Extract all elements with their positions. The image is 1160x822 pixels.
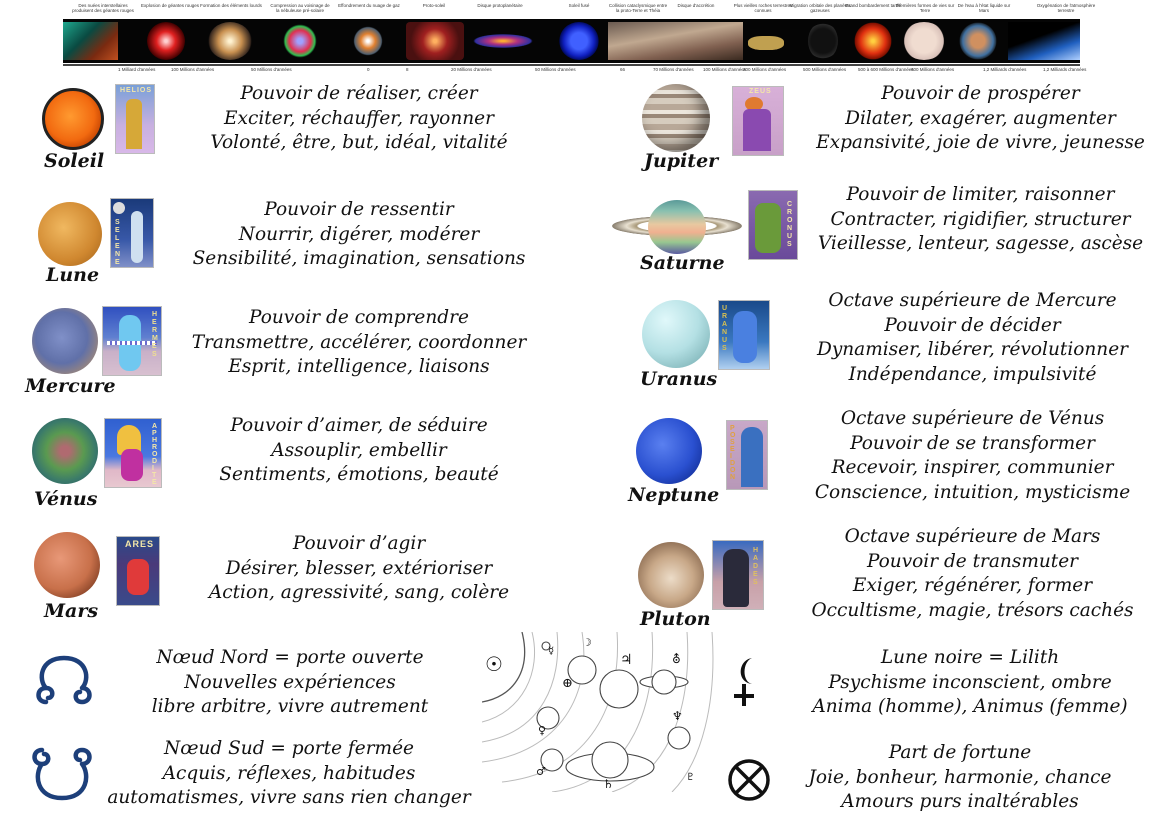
- pluto-image: [638, 542, 704, 608]
- mars-image: [34, 532, 100, 598]
- zeus-card: [732, 86, 784, 156]
- timeline-tick-label: 1,2 Milliards d'années: [983, 67, 1027, 72]
- red-giant-explosion-image: [147, 22, 185, 60]
- selene-card: [110, 198, 154, 268]
- sun-image: [42, 88, 104, 150]
- timeline-tick-label: 50 Millions d'années: [251, 67, 292, 72]
- timeline-event-label: Disque d'accrétion: [677, 3, 715, 8]
- planet-name: Jupiter: [644, 150, 719, 172]
- point-description: [800, 646, 1140, 720]
- desc-line: Volonté, être, but, idéal, vitalité: [210, 132, 508, 153]
- timeline-tick-label: 8: [406, 67, 409, 72]
- desc-line: Nœud Sud = porte fermée: [164, 738, 414, 759]
- desc-line: Pouvoir de décider: [884, 314, 1061, 336]
- timeline-tick-label: 70 Millions d'années: [653, 67, 694, 72]
- planet-name: Uranus: [640, 368, 718, 390]
- cosmic-timeline-strip: [63, 0, 1096, 80]
- timeline-tick-label: 66: [620, 67, 626, 72]
- desc-line: Contracter, rigidifier, structurer: [830, 208, 1131, 230]
- desc-line: Lune noire = Lilith: [880, 647, 1060, 668]
- hermes-card: [102, 306, 162, 376]
- timeline-event-label: Proto-soleil: [422, 3, 446, 8]
- desc-line: Acquis, réflexes, habitudes: [162, 762, 416, 784]
- planet-name: Lune: [46, 264, 100, 286]
- uranus-card: [718, 300, 770, 370]
- desc-line: Indépendance, impulsivité: [848, 363, 1097, 385]
- timeline-event-label: Formation des éléments lourds: [200, 3, 262, 8]
- desc-line: Pouvoir d’aimer, de séduire: [230, 415, 488, 436]
- planet-name: Mercure: [25, 375, 116, 397]
- timeline-event-label: Plus vieilles roches terrestres connues: [733, 3, 793, 13]
- timeline-axis: [63, 64, 1080, 66]
- late-bombardment-image: [853, 22, 893, 60]
- saturn-glyph: ♄: [603, 777, 614, 791]
- desc-line: Octave supérieure de Mars: [844, 526, 1101, 547]
- planet-name: Mars: [44, 600, 99, 622]
- oldest-rocks-image: [748, 36, 784, 50]
- desc-line: Pouvoir de transmuter: [866, 550, 1079, 572]
- mars-glyph: ♂: [536, 765, 546, 778]
- south-node-icon: [28, 744, 96, 804]
- protoplanetary-disk-image: [473, 34, 533, 48]
- desc-line: Nourrir, digérer, modérer: [238, 223, 480, 245]
- desc-line: Assouplir, embellir: [271, 439, 447, 461]
- sun-glyph: ☉: [485, 652, 503, 676]
- timeline-tick-label: 50 Millions d'années: [535, 67, 576, 72]
- liquid-water-mars-image: [958, 22, 998, 60]
- desc-line: Amours purs inaltérables: [841, 791, 1079, 812]
- timeline-image-band: [63, 19, 1080, 63]
- theia-collision-image: [608, 22, 743, 60]
- jupiter-image: [642, 84, 710, 152]
- planet-description: [800, 407, 1145, 505]
- timeline-event-label: Disque protoplanétaire: [477, 3, 523, 8]
- timeline-event-label: Effondrement du nuage de gaz: [338, 3, 400, 8]
- god-name: ZEUS: [749, 88, 772, 95]
- moon-glyph: ☽: [582, 636, 592, 649]
- point-description: [104, 737, 474, 811]
- timeline-tick-label: 1,2 Milliards d'années: [1043, 67, 1087, 72]
- timeline-tick-label: 600 Millions d'années: [911, 67, 955, 72]
- desc-line: Vieillesse, lenteur, sagesse, ascèse: [817, 233, 1144, 254]
- gas-cloud-collapse-image: [353, 22, 383, 60]
- planet-migration-image: [808, 22, 838, 60]
- saturn-image: [648, 200, 706, 254]
- desc-line: Expansivité, joie de vivre, jeunesse: [816, 132, 1145, 153]
- god-name: SELENE: [115, 219, 122, 266]
- planet-description: [184, 532, 534, 606]
- desc-line: Nœud Nord = porte ouverte: [156, 647, 424, 668]
- god-name: HERMES: [152, 311, 159, 358]
- timeline-event-label: De l'eau à l'état liquide sur Mars: [957, 3, 1011, 13]
- desc-line: Exciter, réchauffer, rayonner: [224, 107, 494, 129]
- timeline-tick-label: 500 à 600 Millions d'années: [858, 67, 914, 72]
- timeline-tick-label: 200 Millions d'années: [743, 67, 787, 72]
- first-life-image: [901, 22, 947, 60]
- desc-line: Part de fortune: [888, 742, 1032, 763]
- desc-line: Octave supérieure de Mercure: [828, 290, 1117, 311]
- desc-line: Nouvelles expériences: [184, 671, 396, 693]
- desc-line: Exiger, régénérer, former: [852, 575, 1093, 596]
- god-name: ARES: [125, 539, 155, 549]
- timeline-event-label: Grand bombardement tardif: [845, 3, 901, 8]
- ares-card: [116, 536, 160, 606]
- uranus-glyph: ⛢: [672, 652, 681, 666]
- solar-system-diagram: [482, 632, 718, 792]
- venus-glyph: ♀: [538, 724, 547, 737]
- helios-card: [115, 84, 155, 154]
- god-name: HELIOS: [119, 87, 152, 94]
- timeline-tick-label: 100 Millions d'années: [171, 67, 215, 72]
- planet-description: [184, 306, 534, 380]
- jupiter-glyph: ♃: [620, 652, 633, 668]
- planet-description: [800, 289, 1145, 387]
- god-name: APHRODITE: [152, 423, 159, 486]
- point-description: [130, 646, 450, 720]
- desc-line: Pouvoir de limiter, raisonner: [846, 184, 1115, 205]
- aphrodite-card: [104, 418, 162, 488]
- planet-description: [800, 525, 1145, 623]
- planet-description: [204, 82, 514, 156]
- desc-line: Pouvoir d’agir: [292, 533, 426, 554]
- god-name: URANUS: [722, 305, 729, 352]
- timeline-event-labels: [63, 3, 1096, 19]
- planet-name: Soleil: [44, 150, 105, 172]
- timeline-event-label: Oxygénation de l'atmosphère terrestre: [1036, 3, 1096, 13]
- desc-line: Joie, bonheur, harmonie, chance: [808, 766, 1112, 788]
- desc-line: Pouvoir de réaliser, créer: [240, 83, 478, 104]
- desc-line: Transmettre, accélérer, coordonner: [191, 331, 527, 353]
- timeline-event-label: Explosion de géantes rouges: [140, 3, 200, 8]
- heavy-elements-nebula-image: [208, 22, 252, 60]
- desc-line: libre arbitre, vivre autrement: [151, 696, 429, 717]
- timeline-event-label: Des nuées interstellaires produisent des géantes rouges: [72, 3, 134, 13]
- lilith-icon: [730, 656, 760, 708]
- planet-name: Pluton: [640, 608, 711, 630]
- neptune-glyph: ♆: [672, 709, 683, 723]
- timeline-event-label: Migration orbitale des planètes gazeuses: [789, 3, 851, 13]
- desc-line: Conscience, intuition, mysticisme: [814, 481, 1131, 503]
- timeline-tick-labels: [63, 67, 1087, 77]
- desc-line: Octave supérieure de Vénus: [840, 408, 1105, 429]
- desc-line: Psychisme inconscient, ombre: [828, 671, 1112, 693]
- planet-description: [808, 82, 1153, 156]
- timeline-tick-label: 100 Millions d'années: [703, 67, 747, 72]
- god-name: CRONUS: [787, 201, 794, 248]
- point-description: [795, 741, 1125, 815]
- mercury-glyph: ☿: [548, 646, 555, 657]
- desc-line: Pouvoir de prospérer: [881, 83, 1080, 104]
- timeline-tick-label: 500 Millions d'années: [803, 67, 847, 72]
- desc-line: Dynamiser, libérer, révolutionner: [816, 339, 1128, 360]
- poseidon-card: [726, 420, 768, 490]
- timeline-event-label: Collision cataclysmique entre la proto-Terre et Théia: [608, 3, 668, 13]
- uranus-image: [642, 300, 710, 368]
- desc-line: Sentiments, émotions, beauté: [219, 464, 499, 485]
- moon-image: [38, 202, 102, 266]
- timeline-tick-label: 1 Milliard d'années: [118, 67, 156, 72]
- timeline-event-label: Compression au voisinage de la nébuleuse pré-solaire: [270, 3, 330, 13]
- north-node-icon: [32, 652, 96, 708]
- young-sun-image: [559, 22, 599, 60]
- planet-name: Saturne: [640, 252, 725, 274]
- cronus-card: [748, 190, 798, 260]
- presolar-nebula-image: [281, 22, 319, 60]
- desc-line: Action, agressivité, sang, colère: [208, 582, 510, 603]
- desc-line: Pouvoir de comprendre: [249, 307, 469, 328]
- desc-line: automatismes, vivre sans rien changer: [107, 787, 471, 808]
- pluto-glyph: ♇: [686, 772, 695, 783]
- timeline-tick-label: 0: [367, 67, 370, 72]
- desc-line: Pouvoir de ressentir: [264, 199, 454, 220]
- proto-sun-image: [406, 22, 464, 60]
- desc-line: Anima (homme), Animus (femme): [812, 696, 1128, 717]
- desc-line: Recevoir, inspirer, communier: [831, 457, 1114, 478]
- desc-line: Esprit, intelligence, liaisons: [228, 356, 490, 377]
- desc-line: Occultisme, magie, trésors cachés: [811, 599, 1134, 621]
- timeline-tick-label: 20 Millions d'années: [451, 67, 492, 72]
- desc-line: Dilater, exagérer, augmenter: [845, 107, 1116, 129]
- planet-name: Vénus: [34, 488, 98, 510]
- neptune-image: [636, 418, 702, 484]
- timeline-event-label: Soleil fusé: [568, 3, 590, 8]
- hades-card: [712, 540, 764, 610]
- planet-description: [184, 414, 534, 488]
- god-name: POSEIDON: [730, 425, 737, 481]
- desc-line: Sensibilité, imagination, sensations: [192, 248, 526, 269]
- planet-description: [808, 183, 1153, 257]
- desc-line: Pouvoir de se transformer: [850, 432, 1095, 454]
- nebula-pillars-image: [63, 22, 118, 60]
- venus-image: [32, 418, 98, 484]
- desc-line: Désirer, blesser, extérioriser: [225, 557, 493, 579]
- timeline-event-label: Premières formes de vies sur Terre: [895, 3, 955, 13]
- earth-atmosphere-image: [1008, 22, 1080, 60]
- earth-glyph: ⊕: [562, 676, 573, 691]
- planet-description: [184, 198, 534, 272]
- god-name: HADES: [753, 547, 760, 586]
- mercury-image: [32, 308, 98, 374]
- part-of-fortune-icon: [727, 758, 771, 802]
- planet-name: Neptune: [628, 484, 720, 506]
